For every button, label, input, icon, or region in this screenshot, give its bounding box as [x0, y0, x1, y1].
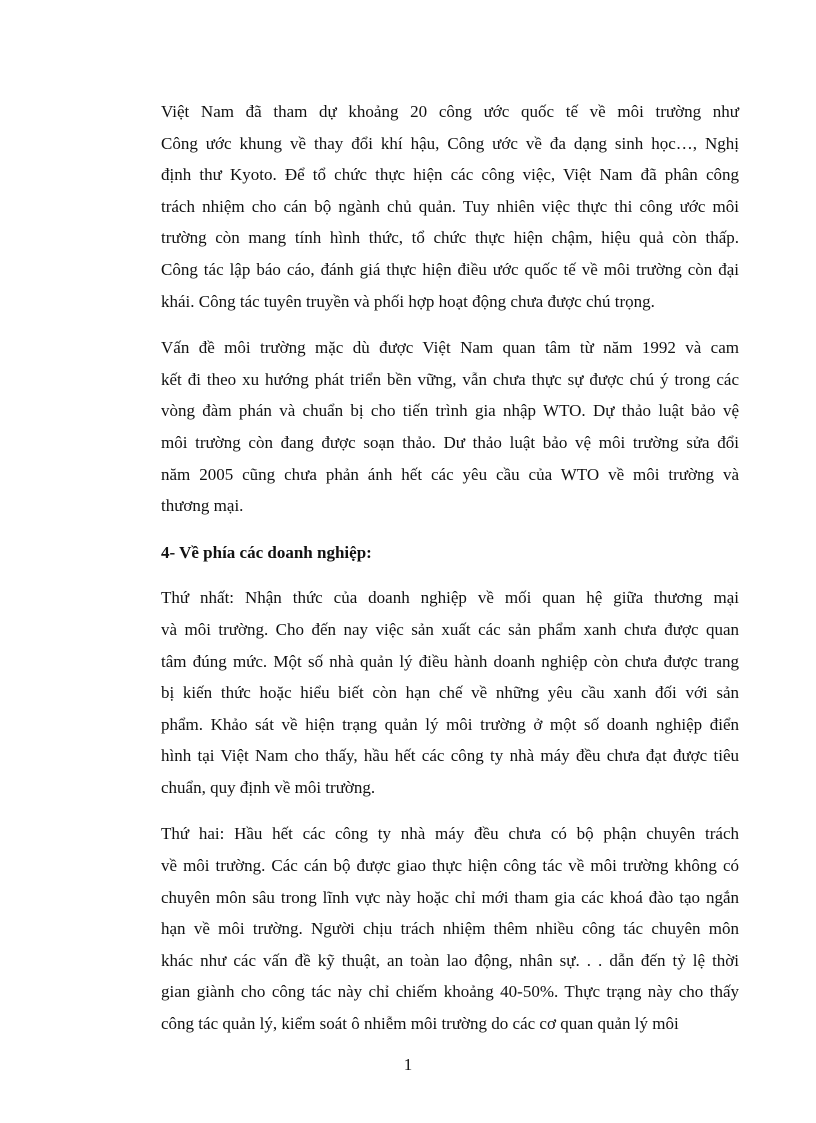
text-line: chuẩn, quy định về môi trường.	[161, 777, 376, 797]
text-line: hạn về môi trường. Người chịu trách nhiệm thêm nhiều công tác chuyên môn	[161, 919, 739, 939]
text-line: môi trường còn đang được soạn thảo. Dư thảo luật bảo vệ môi trường sửa đổi	[161, 432, 739, 452]
text-line: công tác quản lý, kiểm soát ô nhiễm môi trường do các cơ quan quản lý môi	[161, 1014, 679, 1034]
text-line: và môi trường. Cho đến nay việc sản xuất các sản phẩm xanh chưa được quan	[161, 619, 739, 639]
text-line: Thứ hai: Hầu hết các công ty nhà máy đều chưa có bộ phận chuyên trách	[161, 824, 739, 844]
text-line: định thư Kyoto. Để tổ chức thực hiện các công việc, Việt Nam đã phân công	[161, 165, 739, 185]
text-line: chuyên môn sâu trong lĩnh vực này hoặc chỉ mới tham gia các khoá đào tạo ngắn	[161, 887, 739, 907]
text-line: kết đi theo xu hướng phát triển bền vững, vẫn chưa thực sự được chú ý trong các	[161, 369, 739, 389]
text-line: trường còn mang tính hình thức, tổ chức thực hiện chậm, hiệu quả còn thấp.	[161, 228, 739, 248]
text-line: trách nhiệm cho cán bộ ngành chủ quản. Tuy nhiên việc thực thi công ước môi	[161, 196, 739, 216]
text-line: khái. Công tác tuyên truyền và phối hợp hoạt động chưa được chú trọng.	[161, 291, 655, 311]
paragraph-first-point	[117, 582, 739, 803]
text-line: Công tác lập báo cáo, đánh giá thực hiện điều ước quốc tế về môi trường còn đại	[161, 259, 739, 279]
text-line: Công ước khung về thay đổi khí hậu, Công ước về đa dạng sinh học…, Nghị	[161, 133, 739, 153]
text-line: Vấn đề môi trường mặc dù được Việt Nam quan tâm từ năm 1992 và cam	[161, 338, 739, 358]
text-line: năm 2005 cũng chưa phản ánh hết các yêu cầu của WTO về môi trường và	[161, 464, 739, 484]
page-number: 1	[403, 1055, 413, 1074]
text-line: gian giành cho công tác này chỉ chiếm khoảng 40-50%. Thực trạng này cho thấy	[161, 982, 739, 1002]
text-line: bị kiến thức hoặc hiểu biết còn hạn chế về những yêu cầu xanh đối với sản	[161, 683, 739, 703]
paragraph-second-point	[117, 818, 739, 1039]
text-line: vòng đàm phán và chuẩn bị cho tiến trình gia nhập WTO. Dự thảo luật bảo vệ	[161, 401, 739, 421]
text-line: hình tại Việt Nam cho thấy, hầu hết các công ty nhà máy đều chưa đạt được tiêu	[161, 746, 739, 766]
section-heading: 4- Về phía các doanh nghiệp:	[161, 542, 372, 562]
document-body	[117, 96, 739, 1055]
text-line: phẩm. Khảo sát về hiện trạng quản lý môi trường ở một số doanh nghiệp điển	[161, 714, 739, 734]
text-line: khác như các vấn đề kỹ thuật, an toàn lao động, nhân sự. . . dẫn đến tỷ lệ thời	[161, 950, 739, 970]
text-line: Việt Nam đã tham dự khoảng 20 công ước quốc tế về môi trường như	[161, 102, 739, 121]
paragraph-international-conventions	[117, 96, 739, 317]
text-line: thương mại.	[161, 496, 244, 516]
text-line: Thứ nhất: Nhận thức của doanh nghiệp về mối quan hệ giữa thương mại	[161, 588, 739, 608]
paragraph-wto-environment	[117, 332, 739, 522]
text-line: về môi trường. Các cán bộ được giao thực hiện công tác về môi trường không có	[161, 856, 739, 876]
text-line: tâm đúng mức. Một số nhà quản lý điều hành doanh nghiệp còn chưa được trang	[161, 651, 739, 671]
